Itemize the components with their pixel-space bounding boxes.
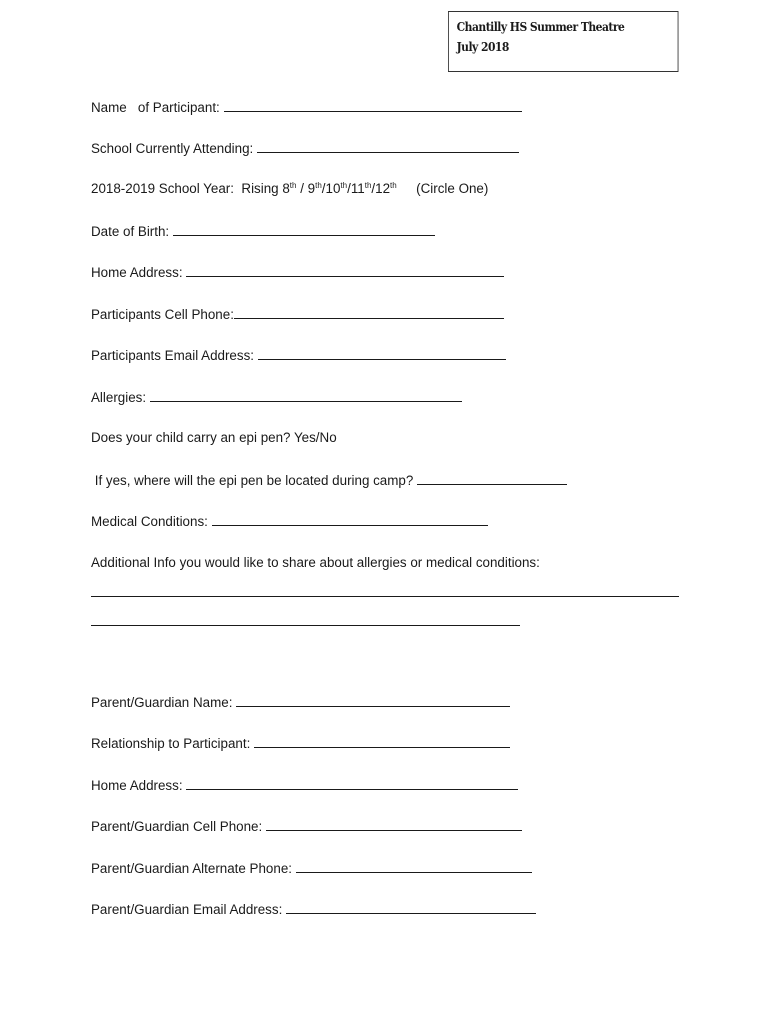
grade-separator: /: [321, 181, 326, 196]
epipen-question: Does your child carry an epi pen? Yes/No: [91, 430, 337, 445]
circle-one-note: (Circle One): [416, 181, 489, 196]
header-date: July 2018: [456, 39, 509, 54]
participant-cell-field[interactable]: [91, 306, 504, 323]
additional-info-label: Additional Info you would like to share about allergies or medical conditions:: [91, 555, 540, 570]
epipen-location-label: If yes, where will the epi pen be located during camp?: [91, 473, 414, 488]
school-field[interactable]: [91, 140, 519, 157]
grade-separator: /: [347, 181, 351, 196]
guardian-email-field[interactable]: [91, 901, 536, 918]
grade-separator: /: [296, 181, 308, 196]
guardian-cell-blank[interactable]: [266, 818, 522, 831]
grade-options[interactable]: [282, 181, 396, 196]
guardian-email-blank[interactable]: [286, 901, 536, 914]
grade-suffix: th: [390, 181, 397, 190]
additional-info-line-2[interactable]: [91, 625, 520, 626]
header-box: [448, 11, 678, 72]
participant-email-label: Participants Email Address:: [91, 348, 254, 363]
dob-field[interactable]: [91, 223, 435, 240]
school-year-label: 2018-2019 School Year: Rising: [91, 181, 279, 196]
relationship-blank[interactable]: [254, 735, 510, 748]
grade-suffix: th: [364, 181, 372, 190]
relationship-field[interactable]: [91, 735, 510, 752]
medical-conditions-label: Medical Conditions:: [91, 514, 208, 529]
school-label: School Currently Attending:: [91, 141, 254, 156]
grade-separator: /: [371, 181, 376, 196]
grade-option-12[interactable]: 12: [375, 181, 391, 196]
relationship-label: Relationship to Participant:: [91, 736, 251, 751]
guardian-name-field[interactable]: [91, 694, 510, 711]
participant-name-field[interactable]: [91, 99, 522, 116]
medical-conditions-blank[interactable]: [212, 513, 488, 526]
guardian-cell-field[interactable]: [91, 818, 522, 835]
allergies-blank[interactable]: [150, 389, 462, 402]
additional-info-line-1[interactable]: [91, 596, 679, 597]
guardian-alt-phone-label: Parent/Guardian Alternate Phone:: [91, 861, 292, 876]
dob-blank[interactable]: [173, 223, 435, 236]
guardian-address-field[interactable]: [91, 777, 518, 794]
home-address-blank[interactable]: [186, 264, 504, 277]
home-address-field[interactable]: [91, 264, 504, 281]
participant-cell-label: Participants Cell Phone:: [91, 307, 234, 322]
guardian-email-label: Parent/Guardian Email Address:: [91, 902, 283, 917]
guardian-name-label: Parent/Guardian Name:: [91, 695, 233, 710]
participant-name-blank[interactable]: [224, 99, 522, 112]
participant-email-field[interactable]: [91, 347, 506, 364]
grade-suffix: th: [315, 181, 322, 190]
guardian-alt-phone-field[interactable]: [91, 860, 532, 877]
allergies-field[interactable]: [91, 389, 462, 406]
grade-suffix: th: [340, 181, 348, 190]
guardian-address-blank[interactable]: [186, 777, 518, 790]
school-blank[interactable]: [257, 140, 519, 153]
grade-option-11[interactable]: 11: [350, 181, 365, 196]
participant-cell-blank[interactable]: [234, 306, 504, 319]
school-year-field[interactable]: [91, 181, 488, 197]
guardian-alt-phone-blank[interactable]: [296, 860, 532, 873]
header-title: Chantilly HS Summer Theatre: [456, 19, 625, 34]
allergies-label: Allergies:: [91, 390, 147, 405]
epipen-location-blank[interactable]: [417, 472, 567, 485]
grade-option-8[interactable]: 8: [282, 181, 290, 196]
guardian-name-blank[interactable]: [236, 694, 510, 707]
grade-option-10[interactable]: 10: [325, 181, 341, 196]
grade-suffix: th: [289, 181, 297, 190]
grade-option-9[interactable]: 9: [307, 181, 316, 196]
guardian-address-label: Home Address:: [91, 778, 183, 793]
epipen-location-field[interactable]: [91, 472, 567, 489]
participant-email-blank[interactable]: [258, 347, 506, 360]
participant-name-label: Name of Participant:: [91, 100, 220, 115]
guardian-cell-label: Parent/Guardian Cell Phone:: [91, 819, 263, 834]
dob-label: Date of Birth:: [91, 224, 170, 239]
home-address-label: Home Address:: [91, 265, 183, 280]
medical-conditions-field[interactable]: [91, 513, 488, 530]
